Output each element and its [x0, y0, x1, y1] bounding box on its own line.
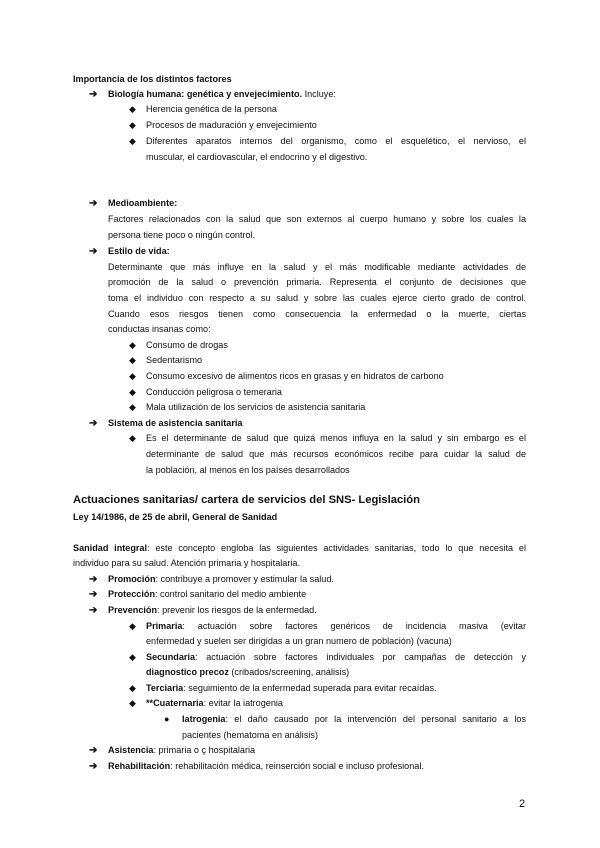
diamond-bullet-icon: ◆: [129, 621, 136, 631]
cuaternaria-item: **Cuaternaria: evitar la iatrogenia: [146, 698, 283, 708]
diamond-bullet-icon: ◆: [129, 120, 136, 130]
list-item: Diferentes aparatos internos del organismo, como el esquelético, el nervioso, el: [146, 136, 526, 146]
diamond-bullet-icon: ◆: [129, 698, 136, 708]
lifestyle-heading: Estilo de vida:: [108, 246, 170, 256]
law-reference: Ley 14/1986, de 25 de abril, General de Sanidad: [73, 512, 278, 522]
page-number: 2: [519, 798, 526, 810]
health-system-heading: Sistema de asistencia sanitaria: [108, 418, 243, 428]
list-item: Consumo de drogas: [146, 340, 228, 350]
secundaria-item-continuation: diagnostico precoz (cribados/screening, análisis): [146, 667, 350, 677]
proteccion-item: Protección: control sanitario del medio ambiente: [108, 589, 307, 599]
health-system-text: Es el determinante de salud que quizá menos influya en la salud y sin embargo es el: [146, 433, 526, 443]
list-item: Consumo excesivo de alimentos ricos en grasas y en hidratos de carbono: [146, 371, 444, 381]
env-text: Factores relacionados con la salud que son externos al cuerpo humano y sobre los cuales la: [108, 214, 526, 224]
lifestyle-text: Determinante que más influye en la salud y el más modificable mediante actividades de: [108, 262, 526, 272]
list-item: Procesos de maduración y envejecimiento: [146, 120, 317, 130]
lifestyle-text: Cuando esos riesgos tienen como consecuencia la enfermedad o la muerte, ciertas: [108, 309, 526, 319]
arrow-icon: ➔: [89, 589, 98, 600]
arrow-icon: ➔: [89, 605, 98, 616]
env-heading: Medioambiente:: [108, 198, 178, 208]
list-item: Mala utilización de los servicios de asistencia sanitaria: [146, 402, 366, 412]
terciaria-item: Terciaria: seguimiento de la enfermedad superada para evitar recaídas.: [146, 683, 437, 693]
list-item: Sedentarismo: [146, 355, 203, 365]
bio-heading: Biología humana: genética y envejecimiento. Incluye:: [108, 89, 336, 99]
iatrogenia-item-continuation: pacientes (hematoma en análisis): [182, 730, 318, 740]
diamond-bullet-icon: ◆: [129, 355, 136, 365]
promocion-item: Promoción: contribuye a promover y estimular la salud.: [108, 574, 334, 584]
section-title: Importancia de los distintos factores: [73, 74, 232, 84]
diamond-bullet-icon: ◆: [129, 387, 136, 397]
iatrogenia-item: Iatrogenia: el daño causado por la intervención del personal sanitario a los: [182, 714, 526, 724]
arrow-icon: ➔: [89, 198, 98, 209]
sanidad-integral-line: individuo para su salud. Atención primaria y hospitalaria.: [73, 558, 300, 568]
sanidad-integral-line: Sanidad integral: este concepto engloba las siguientes actividades sanitarias, todo lo que necesita el: [73, 543, 526, 553]
list-item: Conducción peligrosa o temeraria: [146, 387, 282, 397]
diamond-bullet-icon: ◆: [129, 371, 136, 381]
arrow-icon: ➔: [89, 745, 98, 756]
env-text: persona tiene poco o ningún control.: [108, 230, 256, 240]
prevencion-item: Prevención: prevenir los riesgos de la enfermedad.: [108, 605, 317, 615]
arrow-icon: ➔: [89, 89, 98, 100]
list-item: Herencia genética de la persona: [146, 104, 277, 114]
diamond-bullet-icon: ◆: [129, 683, 136, 693]
lifestyle-text: toma el individuo con respecto a su salud y sobre las cuales ejerce cierto grado de control.: [108, 293, 526, 303]
rehabilitacion-item: Rehabilitación: rehabilitación médica, reinserción social e incluso profesional.: [108, 761, 424, 771]
arrow-icon: ➔: [89, 761, 98, 772]
diamond-bullet-icon: ◆: [129, 340, 136, 350]
health-system-text: determinante de salud que más recursos económicos recibe para cuidar la salud de: [146, 449, 526, 459]
round-bullet-icon: ●: [164, 714, 170, 724]
diamond-bullet-icon: ◆: [129, 104, 136, 114]
actuaciones-heading: Actuaciones sanitarias/ cartera de servicios del SNS- Legislación: [73, 494, 420, 506]
diamond-bullet-icon: ◆: [129, 433, 136, 443]
health-system-text: la población, al menos en los países desarrollados: [146, 465, 350, 475]
lifestyle-text: promoción de la salud o prevención primaria. Representa el conjunto de decisiones que: [108, 277, 526, 287]
diamond-bullet-icon: ◆: [129, 402, 136, 412]
secundaria-item: Secundaria: actuación sobre factores individuales por campañas de detección y: [146, 652, 526, 662]
diamond-bullet-icon: ◆: [129, 136, 136, 146]
lifestyle-text: conductas insanas como:: [108, 324, 211, 334]
arrow-icon: ➔: [89, 246, 98, 257]
arrow-icon: ➔: [89, 418, 98, 429]
primaria-item-continuation: enfermedad y suelen ser dirigidas a un gran numero de población) (vacuna): [146, 636, 452, 646]
diamond-bullet-icon: ◆: [129, 652, 136, 662]
arrow-icon: ➔: [89, 574, 98, 585]
asistencia-item: Asistencia: primaria o ç hospitalaria: [108, 745, 256, 755]
list-item-continuation: muscular, el cardiovascular, el endocrino y el digestivo.: [146, 152, 368, 162]
primaria-item: Primaria: actuación sobre factores genéricos de incidencia masiva (evitar: [146, 621, 526, 631]
